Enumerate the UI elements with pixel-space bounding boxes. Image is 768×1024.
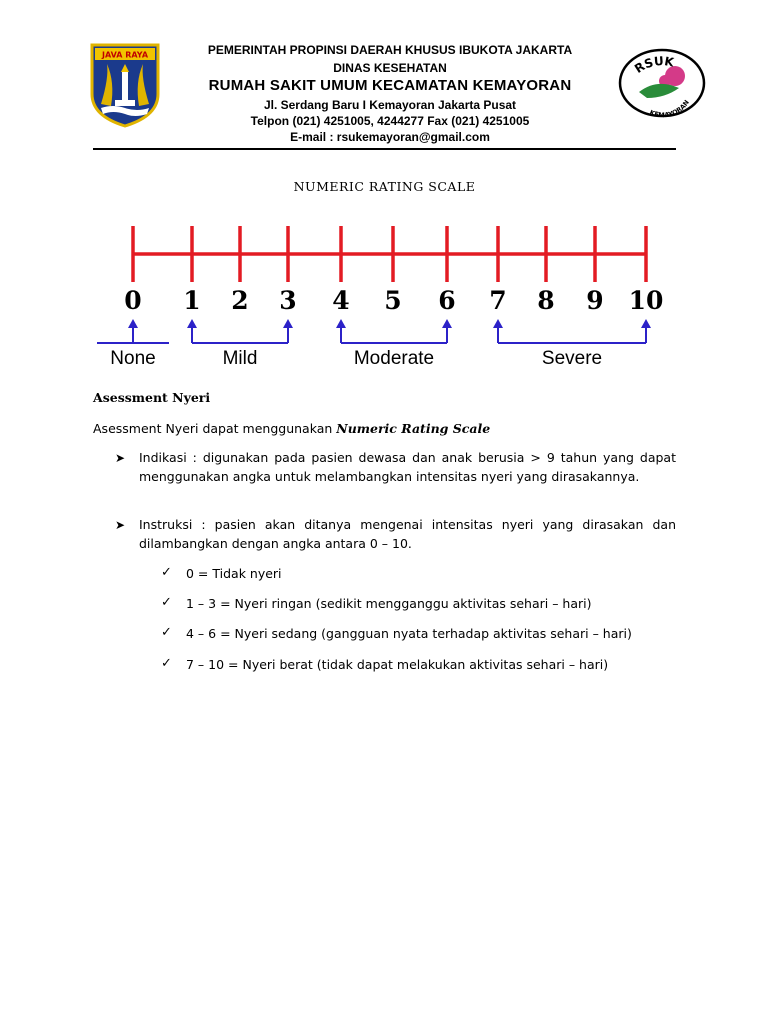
intro-sentence — [93, 421, 490, 436]
arrow-bullet-icon: ➤ — [115, 518, 126, 532]
letterhead-government-line: PEMERINTAH PROPINSI DAERAH KHUSUS IBUKOTA JAKARTA — [207, 43, 573, 57]
range-marker-mild — [283, 319, 293, 328]
checkmark-icon: ✓ — [161, 624, 172, 639]
range-marker-mild — [187, 319, 197, 328]
range-marker-moderate — [442, 319, 452, 328]
document-title: NUMERIC RATING SCALE — [293, 179, 476, 194]
check-item-mild: 1 – 3 = Nyeri ringan (sedikit mengganggu aktivitas sehari – hari) — [186, 596, 592, 611]
crest-ribbon-text: JAVA RAYA — [101, 50, 149, 60]
bullet-instruction: Instruksi : pasien akan ditanya mengenai intensitas nyeri yang dirasakan dan dilambangkan dengan angka antara 0 – 10. — [139, 517, 676, 551]
scale-number-0: 0 — [124, 286, 142, 315]
letterhead-hospital-name: RUMAH SAKIT UMUM KECAMATAN KEMAYORAN — [208, 77, 572, 94]
letterhead-divider — [93, 148, 676, 150]
scale-number-9: 9 — [586, 286, 604, 315]
range-marker-none — [128, 319, 138, 328]
intro-prefix: Asessment Nyeri dapat menggunakan — [93, 421, 337, 436]
range-marker-severe — [493, 319, 503, 328]
letterhead-phone: Telpon (021) 4251005, 4244277 Fax (021) 4251005 — [250, 114, 530, 128]
letterhead-email: E-mail : rsukemayoran@gmail.com — [290, 130, 490, 144]
check-item-moderate: 4 – 6 = Nyeri sedang (gangguan nyata terhadap aktivitas sehari – hari) — [186, 626, 632, 641]
letterhead-department-line: DINAS KESEHATAN — [333, 61, 447, 75]
bullet-indication: Indikasi : digunakan pada pasien dewasa dan anak berusia > 9 tahun yang dapat menggunakan angka untuk melambangkan intensitas nyeri yang dirasakannya. — [139, 450, 676, 484]
checkmark-icon: ✓ — [161, 655, 172, 670]
scale-number-7: 7 — [489, 286, 507, 315]
range-marker-moderate — [336, 319, 346, 328]
scale-number-3: 3 — [279, 286, 297, 315]
range-label-none: None — [110, 348, 156, 369]
range-marker-severe — [641, 319, 651, 328]
range-label-moderate: Moderate — [353, 348, 435, 369]
checkmark-icon: ✓ — [161, 594, 172, 609]
range-label-severe: Severe — [541, 348, 603, 369]
checkmark-icon: ✓ — [161, 564, 172, 579]
check-item-severe: 7 – 10 = Nyeri berat (tidak dapat melakukan aktivitas sehari – hari) — [186, 657, 609, 672]
scale-number-2: 2 — [231, 286, 249, 315]
scale-number-6: 6 — [438, 286, 456, 315]
scale-number-4: 4 — [332, 286, 350, 315]
intro-emphasis: Numeric Rating Scale — [336, 421, 491, 436]
jakarta-crest-logo — [89, 42, 161, 128]
scale-number-10: 10 — [628, 286, 664, 315]
scale-number-1: 1 — [183, 286, 201, 315]
range-label-mild: Mild — [222, 348, 258, 369]
letterhead-address: Jl. Serdang Baru I Kemayoran Jakarta Pusat — [263, 98, 517, 112]
rsuk-logo — [617, 48, 707, 118]
section-heading: Asessment Nyeri — [93, 390, 211, 405]
scale-number-5: 5 — [384, 286, 402, 315]
arrow-bullet-icon: ➤ — [115, 451, 126, 465]
check-item-none: 0 = Tidak nyeri — [186, 566, 282, 581]
scale-number-8: 8 — [537, 286, 555, 315]
rsuk-logo-bottom-text: KEMAYORAN — [648, 98, 691, 118]
numeric-rating-scale — [90, 222, 680, 372]
rsuk-logo-top-text: RSUK — [632, 53, 675, 77]
